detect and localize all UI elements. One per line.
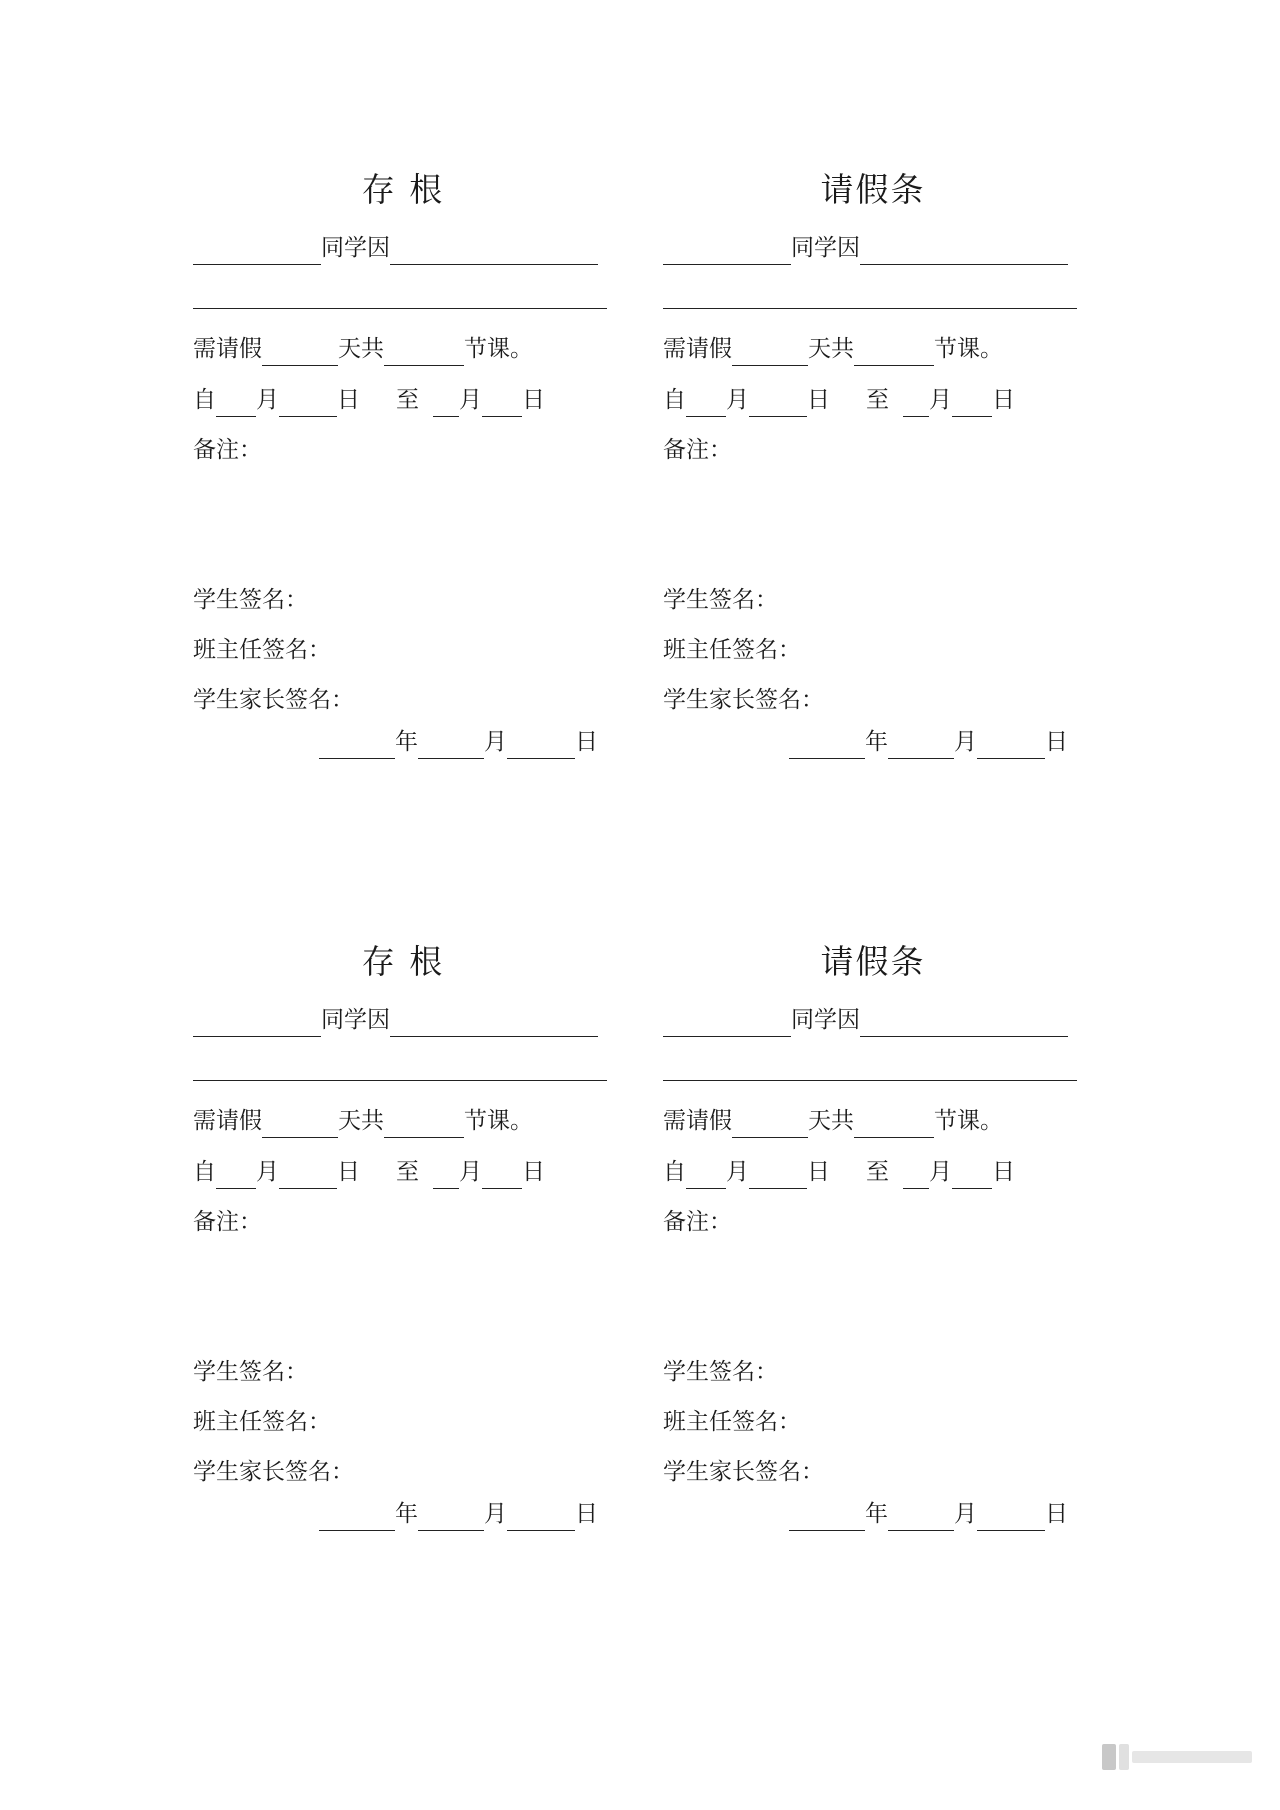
to-day-blank[interactable]: [482, 1160, 522, 1189]
month-label: 月: [929, 387, 952, 413]
sign-date-row: [789, 725, 1068, 759]
from-label: 自: [193, 387, 216, 413]
day-label: 日: [1045, 1501, 1068, 1527]
student-signature-label: 学生签名：: [193, 1359, 308, 1385]
remark-label: 备注：: [663, 1209, 732, 1235]
reason-label: 同学因: [791, 1007, 860, 1033]
year-label: 年: [395, 1501, 418, 1527]
stub-slip-top: [193, 165, 623, 805]
reason-continued-blank[interactable]: [663, 308, 1077, 309]
from-label: 自: [663, 387, 686, 413]
teacher-signature-label: 班主任签名：: [663, 637, 801, 663]
remark-label: 备注：: [193, 1209, 262, 1235]
month-label: 月: [954, 1501, 977, 1527]
from-month-blank[interactable]: [686, 388, 726, 417]
day-blank[interactable]: [977, 730, 1045, 759]
sign-date-row: [789, 1497, 1068, 1531]
sign-date-row: [319, 725, 598, 759]
to-month-blank[interactable]: [903, 1160, 929, 1189]
reason-continued-blank[interactable]: [193, 308, 607, 309]
to-label: 至: [866, 387, 889, 413]
date-range-row: [663, 1155, 1015, 1189]
year-blank[interactable]: [319, 730, 395, 759]
day-label: 日: [807, 1159, 830, 1185]
from-day-blank[interactable]: [279, 388, 337, 417]
year-label: 年: [395, 729, 418, 755]
leave-label: 需请假: [663, 336, 732, 362]
year-label: 年: [865, 729, 888, 755]
parent-signature-label: 学生家长签名：: [193, 1459, 354, 1485]
month-label: 月: [256, 1159, 279, 1185]
reason-continued-blank[interactable]: [193, 1080, 607, 1081]
days-blank[interactable]: [732, 1109, 808, 1138]
classes-blank[interactable]: [854, 337, 934, 366]
days-blank[interactable]: [732, 337, 808, 366]
reason-label: 同学因: [791, 235, 860, 261]
reason-continued-blank[interactable]: [663, 1080, 1077, 1081]
date-range-row: [663, 383, 1015, 417]
to-month-blank[interactable]: [903, 388, 929, 417]
to-day-blank[interactable]: [952, 388, 992, 417]
student-name-blank[interactable]: [193, 1008, 321, 1037]
year-blank[interactable]: [789, 1502, 865, 1531]
year-label: 年: [865, 1501, 888, 1527]
date-range-row: [193, 383, 545, 417]
from-day-blank[interactable]: [749, 388, 807, 417]
student-signature-label: 学生签名：: [663, 1359, 778, 1385]
reason-blank[interactable]: [390, 236, 598, 265]
month-blank[interactable]: [418, 1502, 484, 1531]
stub-slip-bottom: [193, 937, 623, 1577]
year-blank[interactable]: [319, 1502, 395, 1531]
day-label: 日: [522, 1159, 545, 1185]
classes-label: 节课。: [934, 1108, 1003, 1134]
days-label: 天共: [808, 336, 854, 362]
reason-row: [193, 1003, 598, 1037]
day-label: 日: [1045, 729, 1068, 755]
leave-label: 需请假: [193, 336, 262, 362]
days-label: 天共: [808, 1108, 854, 1134]
to-day-blank[interactable]: [482, 388, 522, 417]
from-month-blank[interactable]: [686, 1160, 726, 1189]
day-blank[interactable]: [507, 730, 575, 759]
classes-blank[interactable]: [854, 1109, 934, 1138]
year-blank[interactable]: [789, 730, 865, 759]
month-label: 月: [726, 387, 749, 413]
from-month-blank[interactable]: [216, 388, 256, 417]
student-name-blank[interactable]: [193, 236, 321, 265]
day-label: 日: [807, 387, 830, 413]
student-signature-label: 学生签名：: [663, 587, 778, 613]
reason-row: [663, 1003, 1068, 1037]
watermark-logo-icon: [1102, 1744, 1252, 1770]
classes-label: 节课。: [464, 336, 533, 362]
day-label: 日: [337, 387, 360, 413]
month-label: 月: [256, 387, 279, 413]
day-blank[interactable]: [977, 1502, 1045, 1531]
month-label: 月: [459, 1159, 482, 1185]
day-blank[interactable]: [507, 1502, 575, 1531]
teacher-signature-label: 班主任签名：: [193, 1409, 331, 1435]
slip-title: 请假条: [820, 170, 926, 209]
day-label: 日: [575, 1501, 598, 1527]
from-day-blank[interactable]: [279, 1160, 337, 1189]
days-blank[interactable]: [262, 337, 338, 366]
student-name-blank[interactable]: [663, 1008, 791, 1037]
parent-signature-label: 学生家长签名：: [193, 687, 354, 713]
from-day-blank[interactable]: [749, 1160, 807, 1189]
month-label: 月: [726, 1159, 749, 1185]
month-label: 月: [929, 1159, 952, 1185]
to-day-blank[interactable]: [952, 1160, 992, 1189]
leave-days-row: [193, 1104, 533, 1138]
leave-label: 需请假: [193, 1108, 262, 1134]
day-label: 日: [337, 1159, 360, 1185]
to-month-blank[interactable]: [433, 1160, 459, 1189]
leave-days-row: [663, 1104, 1003, 1138]
reason-row: [663, 231, 1068, 265]
day-label: 日: [992, 387, 1015, 413]
month-label: 月: [484, 729, 507, 755]
days-label: 天共: [338, 336, 384, 362]
leave-days-row: [193, 332, 533, 366]
month-blank[interactable]: [888, 730, 954, 759]
reason-blank[interactable]: [390, 1008, 598, 1037]
remark-label: 备注：: [663, 437, 732, 463]
reason-row: [193, 231, 598, 265]
month-label: 月: [484, 1501, 507, 1527]
to-label: 至: [396, 387, 419, 413]
reason-blank[interactable]: [860, 236, 1068, 265]
student-signature-label: 学生签名：: [193, 587, 308, 613]
classes-blank[interactable]: [384, 1109, 464, 1138]
leave-slip-top: [663, 165, 1093, 805]
reason-label: 同学因: [321, 235, 390, 261]
month-blank[interactable]: [418, 730, 484, 759]
month-blank[interactable]: [888, 1502, 954, 1531]
from-label: 自: [663, 1159, 686, 1185]
day-label: 日: [575, 729, 598, 755]
parent-signature-label: 学生家长签名：: [663, 1459, 824, 1485]
classes-label: 节课。: [934, 336, 1003, 362]
leave-days-row: [663, 332, 1003, 366]
month-label: 月: [954, 729, 977, 755]
month-label: 月: [459, 387, 482, 413]
classes-label: 节课。: [464, 1108, 533, 1134]
leave-slip-bottom: [663, 937, 1093, 1577]
day-label: 日: [522, 387, 545, 413]
days-blank[interactable]: [262, 1109, 338, 1138]
reason-blank[interactable]: [860, 1008, 1068, 1037]
slip-title: 请假条: [820, 942, 926, 981]
parent-signature-label: 学生家长签名：: [663, 687, 824, 713]
teacher-signature-label: 班主任签名：: [663, 1409, 801, 1435]
student-name-blank[interactable]: [663, 236, 791, 265]
to-label: 至: [396, 1159, 419, 1185]
to-label: 至: [866, 1159, 889, 1185]
sign-date-row: [319, 1497, 598, 1531]
leave-label: 需请假: [663, 1108, 732, 1134]
to-month-blank[interactable]: [433, 388, 459, 417]
slip-title: 存 根: [361, 942, 445, 981]
classes-blank[interactable]: [384, 337, 464, 366]
slip-title: 存 根: [361, 170, 445, 209]
date-range-row: [193, 1155, 545, 1189]
teacher-signature-label: 班主任签名：: [193, 637, 331, 663]
remark-label: 备注：: [193, 437, 262, 463]
from-month-blank[interactable]: [216, 1160, 256, 1189]
day-label: 日: [992, 1159, 1015, 1185]
days-label: 天共: [338, 1108, 384, 1134]
reason-label: 同学因: [321, 1007, 390, 1033]
from-label: 自: [193, 1159, 216, 1185]
